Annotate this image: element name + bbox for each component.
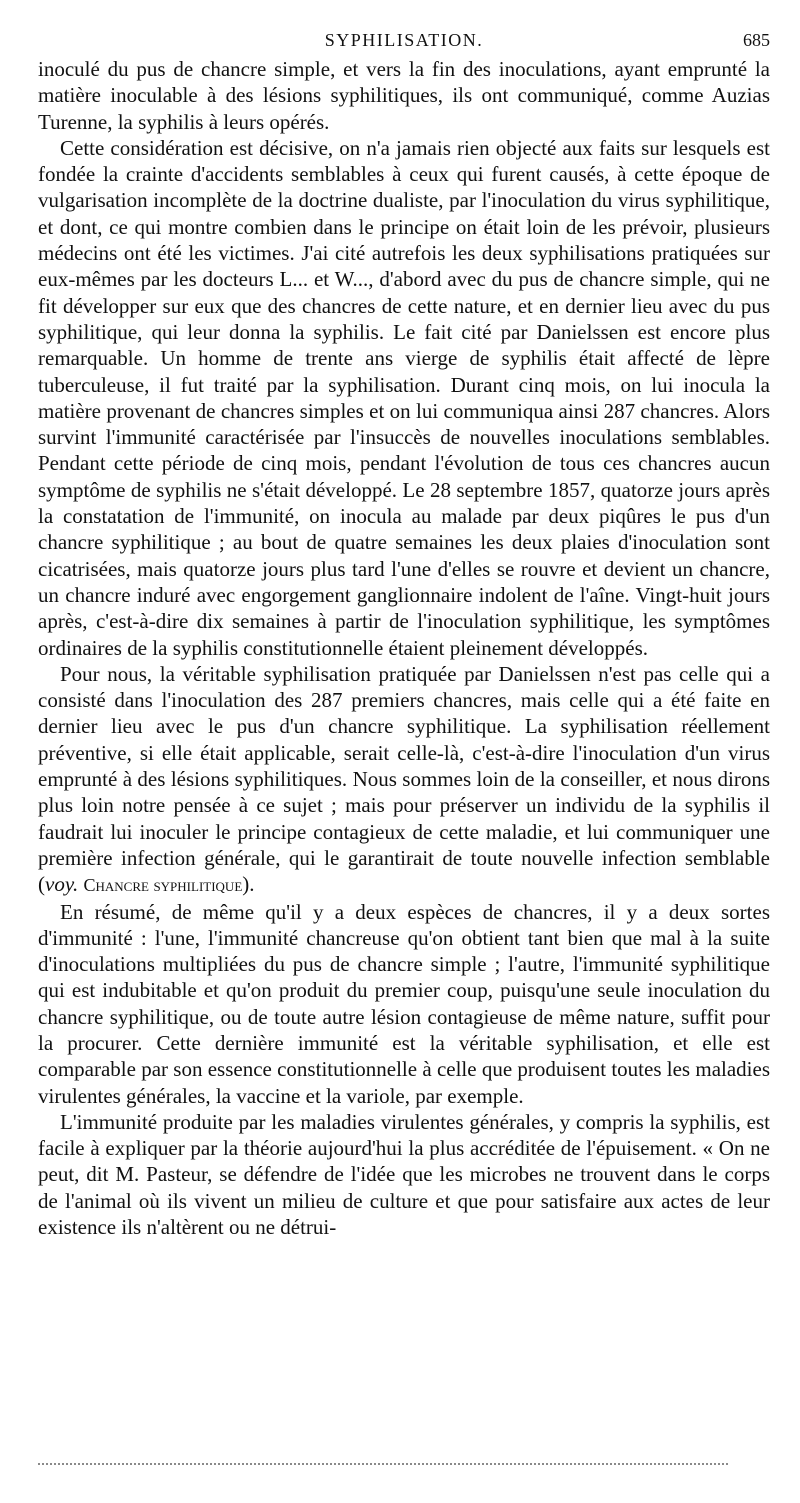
paragraph: Pour nous, la véritable syphilisation pratiquée par Danielssen n'est pas celle qui a consisté dans l'inoculation des 287 premiers chancres, mais celle qui a été faite en dernier lieu avec le pus d'un chancre syphilitique. La syphilisation réellement préventive, si elle était applicable, serait celle-là, c'est-à-dire l'inoculation d'un virus emprunté à des lésions syphilitiques. Nous sommes loin de la conseiller, et nous dirons plus loin notre pensée à ce sujet ; mais pour préserver un individu de la syphilis il faudrait lui inoculer le principe contagieux de cette maladie, et lui communiquer une première infection générale, qui le garantirait de toute nouvelle infection semblable (voy. Chancre syphilitique). bbox=[38, 661, 770, 897]
body-text bbox=[38, 56, 770, 1240]
paragraph: En résumé, de même qu'il y a deux espèces de chancres, il y a deux sortes d'immunité : l'une, l'immunité chancreuse qu'on obtient tant bien que mal à la suite d'inoculations multipliées du pus de chancre simple ; l'autre, l'immunité syphilitique qui est indubitable et qu'on produit du premier coup, puisqu'une seule inoculation du chancre syphilitique, ou de toute autre lésion contagieuse de même nature, suffit pour la procurer. Cette dernière immunité est la véritable syphilisation, et elle est comparable par son essence constitutionnelle à celle que produisent toutes les maladies virulentes générales, la vaccine et la variole, par exemple. bbox=[38, 899, 770, 1108]
footer-dotted-rule bbox=[38, 1463, 728, 1465]
running-title: SYPHILISATION. bbox=[324, 30, 484, 50]
page-header bbox=[38, 30, 770, 56]
paragraph: Cette considération est décisive, on n'a jamais rien objecté aux faits sur lesquels est fondée la crainte d'accidents semblables à ceux qui furent causés, à cette époque de vulgarisation incomplète de la doctrine dualiste, par l'inoculation du virus syphilitique, et dont, ce qui montre combien dans le principe on était loin de les prévoir, plusieurs médecins ont été les victimes. J'ai cité autrefois les deux syphilisations pratiquées sur eux-mêmes par les docteurs L... et W..., d'abord avec du pus de chancre simple, qui ne fit développer sur eux que des chancres de cette nature, et en dernier lieu avec du pus syphilitique, qui leur donna la syphilis. Le fait cité par Danielssen est encore plus remarquable. Un homme de trente ans vierge de syphilis était affecté de lèpre tuberculeuse, il fut traité par la syphilisation. Durant cinq mois, on lui inocula la matière provenant de chancres simples et on lui communiqua ainsi 287 chancres. Alors survint l'immunité caractérisée par l'insuccès de nouvelles inoculations semblables. Pendant cette période de cinq mois, pendant l'évolution de tous ces chancres aucun symptôme de syphilis ne s'était développé. Le 28 septembre 1857, quatorze jours après la constatation de l'immunité, on inocula au malade par deux piqûres le pus d'un chancre syphilitique ; au bout de quatre semaines les deux plaies d'inoculation sont cicatrisées, mais quatorze jours plus tard l'une d'elles se rouvre et devient un chancre, un chancre induré avec engorgement ganglionnaire indolent de l'aîne. Vingt-huit jours après, c'est-à-dire dix semaines à partir de l'inoculation syphilitique, les symptômes ordinaires de la syphilis constitutionnelle étaient pleinement développés. bbox=[38, 135, 770, 660]
paragraph-continuation: inoculé du pus de chancre simple, et vers la fin des inoculations, ayant emprunté la matière inoculable à des lésions syphilitiques, ils ont communiqué, comme Auzias Turenne, la syphilis à leurs opérés. bbox=[38, 57, 770, 134]
page-number: 685 bbox=[743, 30, 770, 50]
paragraph: L'immunité produite par les maladies virulentes générales, y compris la syphilis, est facile à expliquer par la théorie aujourd'hui la plus accréditée de l'épuisement. « On ne peut, dit M. Pasteur, se défendre de l'idée que les microbes ne trouvent dans le corps de l'animal où ils vivent un milieu de culture et que pour satisfaire aux actes de leur existence ils n'altèrent ou ne détrui- bbox=[38, 1109, 770, 1240]
cross-reference-target: Chancre syphilitique bbox=[83, 875, 243, 896]
cross-reference-voy: voy. bbox=[45, 872, 79, 897]
